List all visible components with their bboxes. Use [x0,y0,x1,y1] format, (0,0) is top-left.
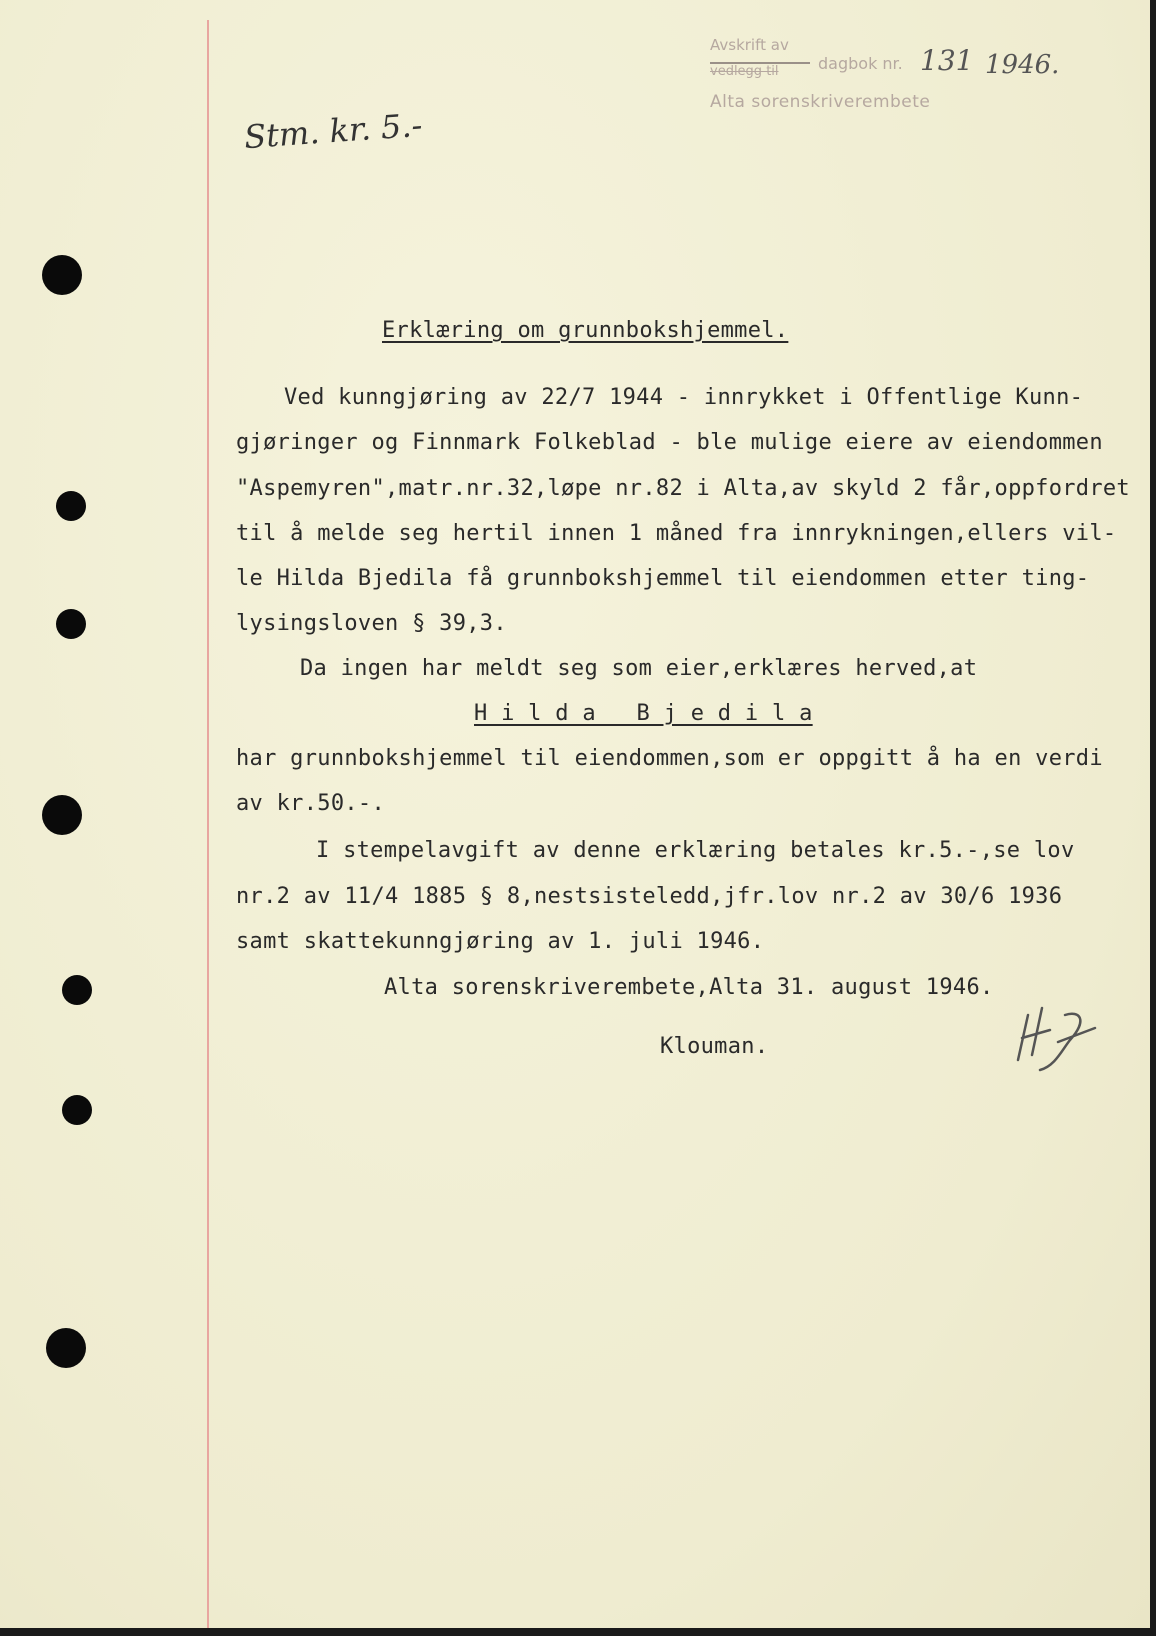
initials-signature [1010,1000,1100,1075]
punch-hole [42,795,82,835]
punch-hole [56,491,86,521]
body-line: I stempelavgift av denne erklæring betales kr.5.-,se lov [316,838,1075,863]
dagbok-number: 131 [920,44,974,77]
punch-hole [42,255,82,295]
body-line: til å melde seg hertil innen 1 måned fra innrykningen,ellers vil- [236,521,1117,546]
stamp-dagbok: dagbok nr. [818,54,903,73]
signer-name: Klouman. [660,1034,769,1059]
body-line: av kr.50.-. [236,791,385,816]
body-line: gjøringer og Finnmark Folkeblad - ble mulige eiere av eiendommen [236,430,1103,455]
page-title: Erklæring om grunnbokshjemmel. [382,318,789,343]
margin-line [207,20,209,1628]
body-line: lysingsloven § 39,3. [236,611,507,636]
owner-name: H i l d a B j e d i l a [474,701,813,726]
dagbok-year: 1946. [985,50,1060,80]
body-line: Da ingen har meldt seg som eier,erklæres herved,at [300,656,978,681]
body-line: har grunnbokshjemmel til eiendommen,som er oppgitt å ha en verdi [236,746,1103,771]
punch-hole [62,1095,92,1125]
stamp-line-1: Avskrift av [710,36,789,54]
stamp-line-2: Alta sorenskriverembete [710,92,931,112]
stamp-crossed: vedlegg til [710,64,779,79]
date-line: Alta sorenskriverembete,Alta 31. august 1946. [384,975,994,1000]
punch-hole [62,975,92,1005]
body-line: "Aspemyren",matr.nr.32,løpe nr.82 i Alta,av skyld 2 får,oppfordret [236,476,1130,501]
body-line: nr.2 av 11/4 1885 § 8,nestsisteledd,jfr.lov nr.2 av 30/6 1936 [236,884,1063,909]
body-line: Ved kunngjøring av 22/7 1944 - innrykket i Offentlige Kunn- [284,385,1084,410]
body-line: le Hilda Bjedila få grunnbokshjemmel til eiendommen etter ting- [236,566,1090,591]
stamp-fee: Stm. kr. 5.- [242,105,424,157]
body-line: samt skattekunngjøring av 1. juli 1946. [236,929,765,954]
punch-hole [56,609,86,639]
punch-hole [46,1328,86,1368]
